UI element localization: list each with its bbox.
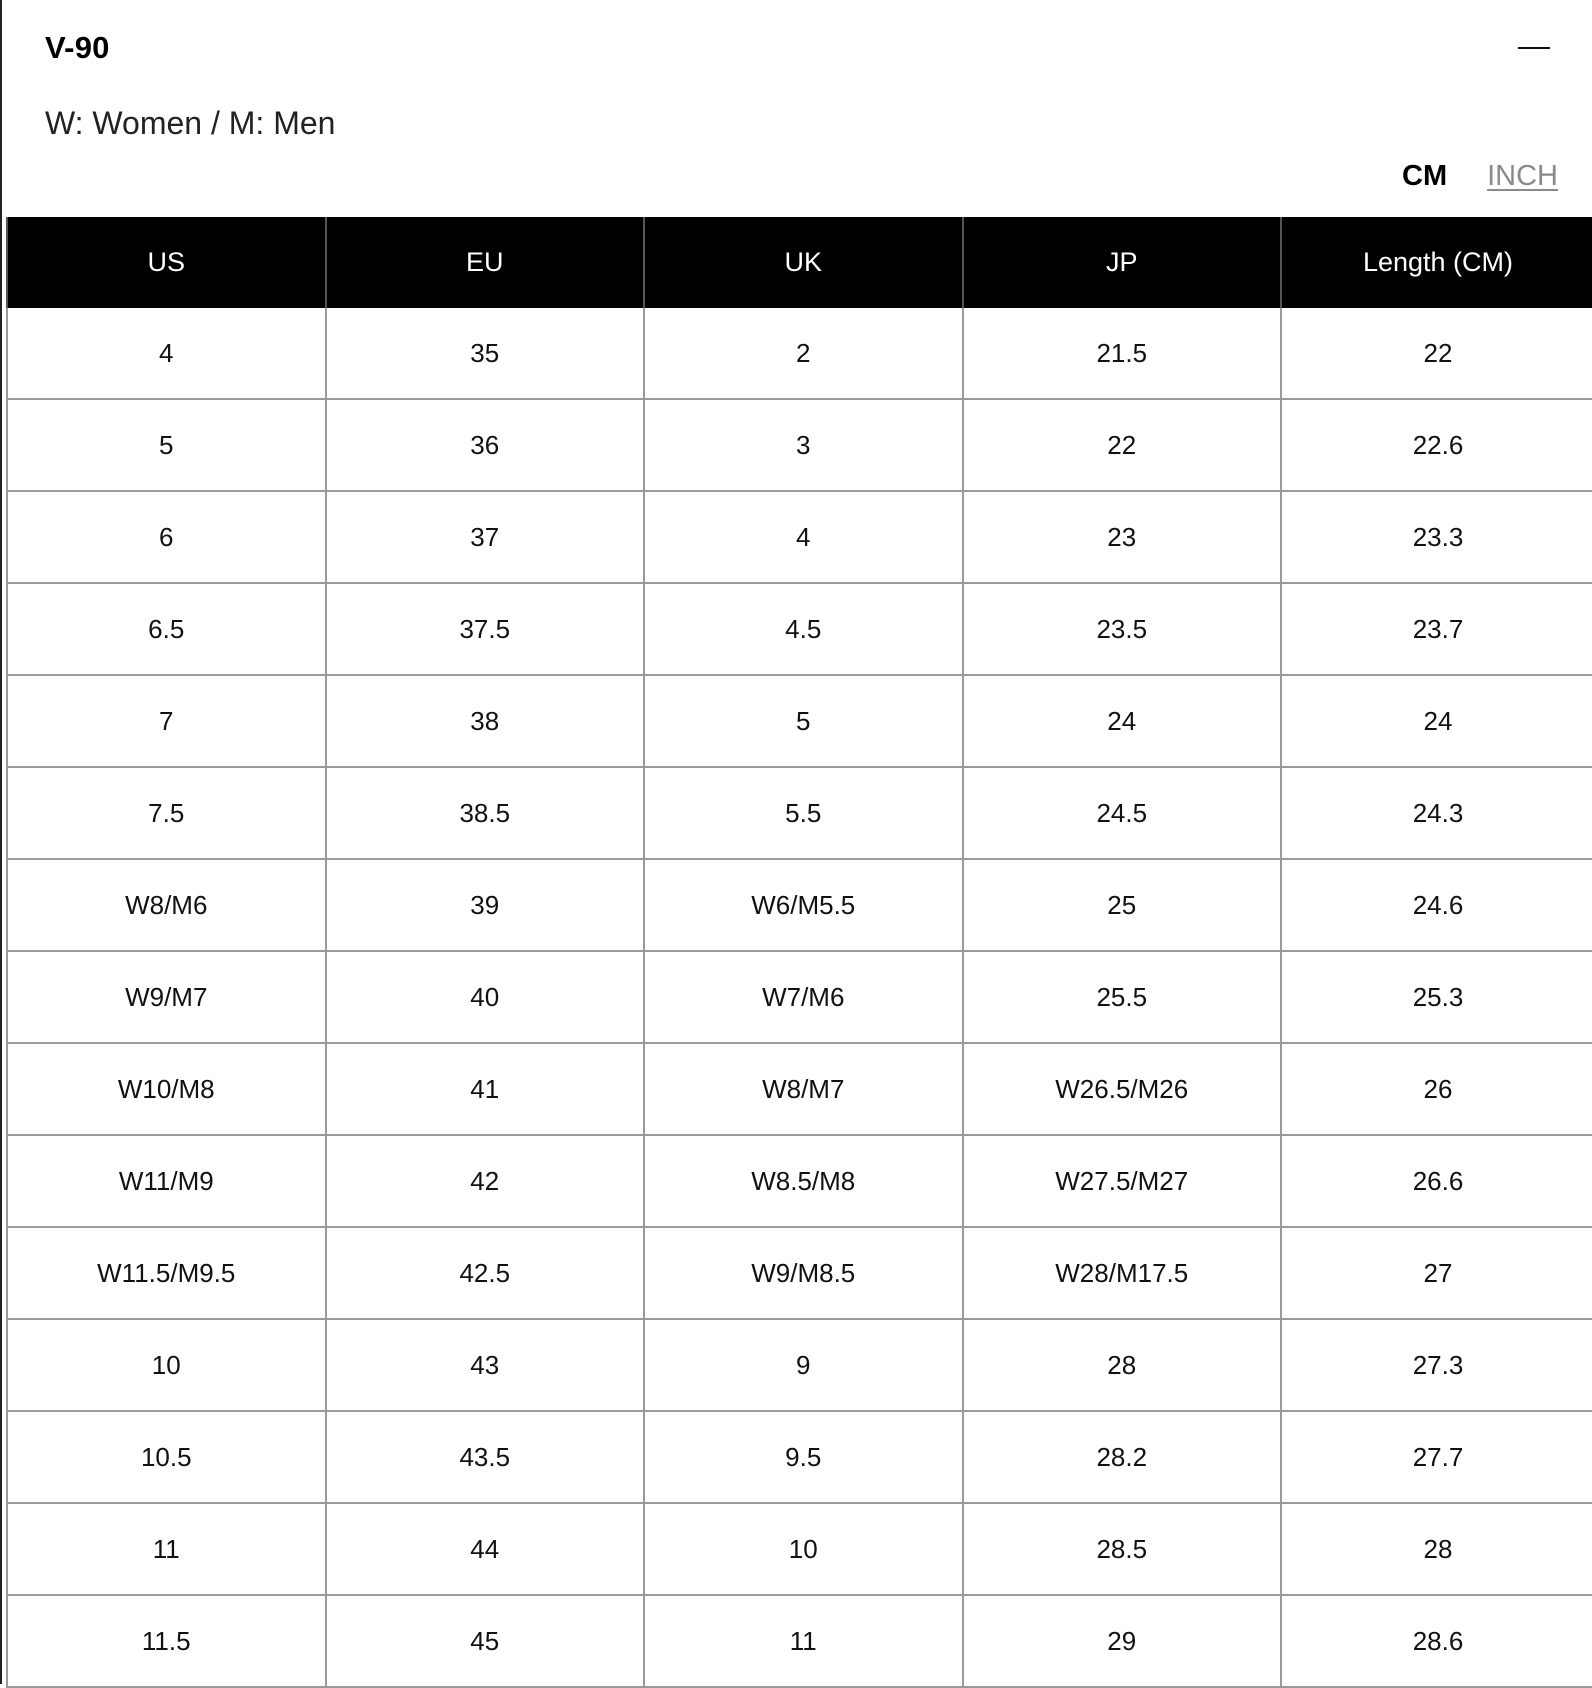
table-row	[7, 1227, 1592, 1319]
cell-length: 26	[1281, 1043, 1592, 1135]
cell-jp: 28.5	[963, 1503, 1282, 1595]
cell-uk: 4	[644, 491, 963, 583]
cell-eu: 42.5	[326, 1227, 645, 1319]
cell-us: W8/M6	[7, 859, 326, 951]
table-row	[7, 1043, 1592, 1135]
cell-jp: 22	[963, 399, 1282, 491]
cell-us: 11	[7, 1503, 326, 1595]
cell-us: 10.5	[7, 1411, 326, 1503]
cell-length: 23.7	[1281, 583, 1592, 675]
cell-us: 10	[7, 1319, 326, 1411]
cell-jp: 25	[963, 859, 1282, 951]
cell-eu: 37.5	[326, 583, 645, 675]
table-row	[7, 767, 1592, 859]
cell-jp: 21.5	[963, 308, 1282, 399]
cell-uk: 9	[644, 1319, 963, 1411]
cell-uk: 9.5	[644, 1411, 963, 1503]
header-row	[7, 217, 1592, 308]
cell-uk: W6/M5.5	[644, 859, 963, 951]
cell-us: W11/M9	[7, 1135, 326, 1227]
cell-us: 4	[7, 308, 326, 399]
cell-uk: 2	[644, 308, 963, 399]
unit-inch-link[interactable]: INCH	[1487, 160, 1558, 192]
cell-uk: 4.5	[644, 583, 963, 675]
table-row	[7, 859, 1592, 951]
gender-legend: W: Women / M: Men	[45, 105, 336, 141]
cell-eu: 42	[326, 1135, 645, 1227]
cell-uk: W8/M7	[644, 1043, 963, 1135]
minus-icon	[1518, 47, 1550, 49]
table-row	[7, 951, 1592, 1043]
cell-jp: 28.2	[963, 1411, 1282, 1503]
table-row	[7, 1595, 1592, 1687]
cell-length: 27.7	[1281, 1411, 1592, 1503]
cell-eu: 39	[326, 859, 645, 951]
cell-eu: 36	[326, 399, 645, 491]
cell-us: 11.5	[7, 1595, 326, 1687]
cell-us: 6.5	[7, 583, 326, 675]
column-header-length: Length (CM)	[1281, 217, 1592, 308]
table-row	[7, 308, 1592, 399]
table-row	[7, 1135, 1592, 1227]
cell-length: 25.3	[1281, 951, 1592, 1043]
cell-eu: 41	[326, 1043, 645, 1135]
cell-length: 24.6	[1281, 859, 1592, 951]
cell-us: 7	[7, 675, 326, 767]
cell-length: 27	[1281, 1227, 1592, 1319]
cell-jp: 29	[963, 1595, 1282, 1687]
cell-eu: 43.5	[326, 1411, 645, 1503]
size-table-header	[7, 217, 1592, 308]
unit-cm-button[interactable]: CM	[1402, 160, 1448, 192]
cell-length: 27.3	[1281, 1319, 1592, 1411]
cell-uk: 11	[644, 1595, 963, 1687]
column-header-uk: UK	[644, 217, 963, 308]
column-header-us: US	[7, 217, 326, 308]
cell-jp: W26.5/M26	[963, 1043, 1282, 1135]
cell-eu: 37	[326, 491, 645, 583]
cell-uk: W7/M6	[644, 951, 963, 1043]
cell-jp: W27.5/M27	[963, 1135, 1282, 1227]
column-header-jp: JP	[963, 217, 1282, 308]
table-row	[7, 1411, 1592, 1503]
cell-eu: 40	[326, 951, 645, 1043]
cell-jp: 23	[963, 491, 1282, 583]
cell-us: 6	[7, 491, 326, 583]
table-row	[7, 399, 1592, 491]
cell-length: 26.6	[1281, 1135, 1592, 1227]
cell-length: 24	[1281, 675, 1592, 767]
cell-us: W11.5/M9.5	[7, 1227, 326, 1319]
cell-uk: 3	[644, 399, 963, 491]
cell-length: 28	[1281, 1503, 1592, 1595]
cell-uk: W9/M8.5	[644, 1227, 963, 1319]
table-row	[7, 583, 1592, 675]
cell-us: W10/M8	[7, 1043, 326, 1135]
cell-length: 28.6	[1281, 1595, 1592, 1687]
cell-uk: 10	[644, 1503, 963, 1595]
cell-jp: 24	[963, 675, 1282, 767]
cell-uk: W8.5/M8	[644, 1135, 963, 1227]
table-row	[7, 1503, 1592, 1595]
cell-eu: 38	[326, 675, 645, 767]
cell-length: 22.6	[1281, 399, 1592, 491]
table-row	[7, 675, 1592, 767]
cell-uk: 5	[644, 675, 963, 767]
unit-toggle	[1402, 160, 1558, 200]
cell-eu: 44	[326, 1503, 645, 1595]
cell-uk: 5.5	[644, 767, 963, 859]
cell-us: 7.5	[7, 767, 326, 859]
cell-jp: 25.5	[963, 951, 1282, 1043]
cell-jp: 28	[963, 1319, 1282, 1411]
cell-eu: 38.5	[326, 767, 645, 859]
size-table	[6, 217, 1592, 1688]
cell-eu: 45	[326, 1595, 645, 1687]
cell-jp: W28/M17.5	[963, 1227, 1282, 1319]
cell-jp: 23.5	[963, 583, 1282, 675]
cell-jp: 24.5	[963, 767, 1282, 859]
cell-length: 22	[1281, 308, 1592, 399]
product-title: V-90	[45, 30, 110, 65]
cell-eu: 35	[326, 308, 645, 399]
panel-header	[45, 26, 1562, 72]
cell-us: W9/M7	[7, 951, 326, 1043]
cell-us: 5	[7, 399, 326, 491]
cell-length: 23.3	[1281, 491, 1592, 583]
collapse-button[interactable]	[1506, 26, 1562, 72]
column-header-eu: EU	[326, 217, 645, 308]
cell-eu: 43	[326, 1319, 645, 1411]
cell-length: 24.3	[1281, 767, 1592, 859]
size-table-body	[7, 308, 1592, 1687]
table-row	[7, 1319, 1592, 1411]
table-row	[7, 491, 1592, 583]
